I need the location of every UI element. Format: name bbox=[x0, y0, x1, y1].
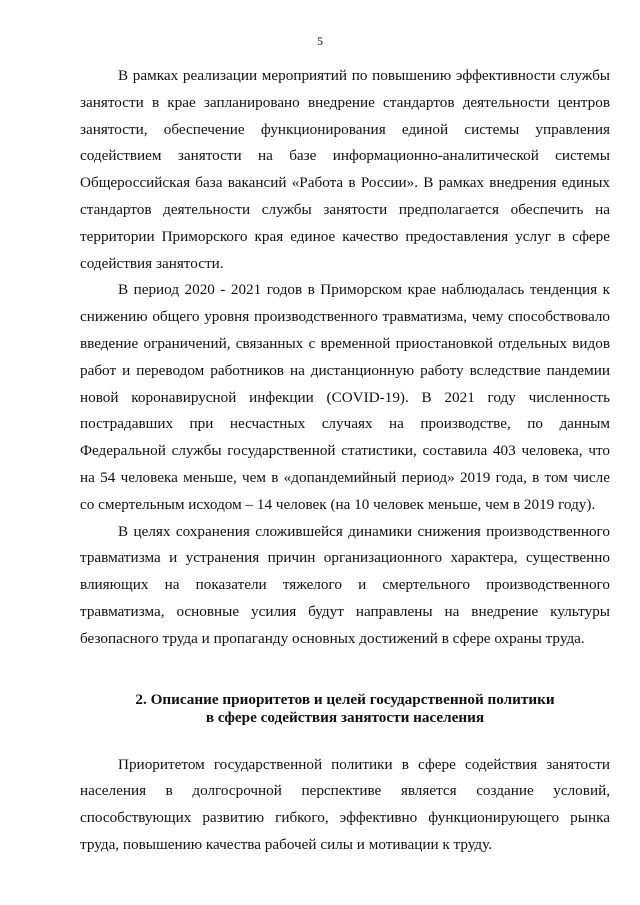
section-heading-line-2: в сфере содействия занятости населения bbox=[205, 709, 485, 727]
paragraph-policy-priority: Приоритетом государственной политики в сфере содействия занятости населения в долгосрочной перспективе является создание условий, способствующих развитию гибкого, эффективно функционирующего рынка труда, повышению качества рабочей силы и мотивации к труду. bbox=[80, 755, 610, 853]
document-body bbox=[80, 63, 610, 859]
section-heading-line-1: 2. Описание приоритетов и целей государственной политики bbox=[135, 690, 555, 708]
paragraph-employment-service: В рамках реализации мероприятий по повышению эффективности службы занятости в крае запланировано внедрение стандартов деятельности центров занятости, обеспечение функционирования единой системы управления содействием занятости на базе информационно-аналитической системы Общероссийская база вакансий «Работа в России». В рамках внедрения единых стандартов деятельности службы занятости предполагается обеспечить на территории Приморского края единое качество предоставления услуг в сфере содействия занятости. bbox=[80, 67, 610, 272]
section-heading bbox=[80, 691, 610, 728]
paragraph-injury-statistics: В период 2020 - 2021 годов в Приморском крае наблюдалась тенденция к снижению общего уровня производственного травматизма, чему способствовало введение ограничений, связанных с временной приостановкой отдельных видов работ и переводом работников на дистанционную работу вследствие пандемии новой коронавирусной инфекции (COVID-19). В 2021 году численность пострадавших при несчастных случаях на производстве, по данным Федеральной службы государственной статистики, составила 403 человека, что на 54 человека меньше, чем в «допандемийный период» 2019 года, в том числе со смертельным исходом – 14 человек (на 10 человек меньше, чем в 2019 году). bbox=[80, 281, 610, 513]
paragraph-safety-culture: В целях сохранения сложившейся динамики снижения производственного травматизма и устранения причин организационного характера, существенно влияющих на показатели тяжелого и смертельного производственного травматизма, основные усилия будут направлены на внедрение культуры безопасного труда и пропаганду основных достижений в сфере охраны труда. bbox=[80, 522, 610, 647]
page-number: 5 bbox=[317, 34, 323, 48]
